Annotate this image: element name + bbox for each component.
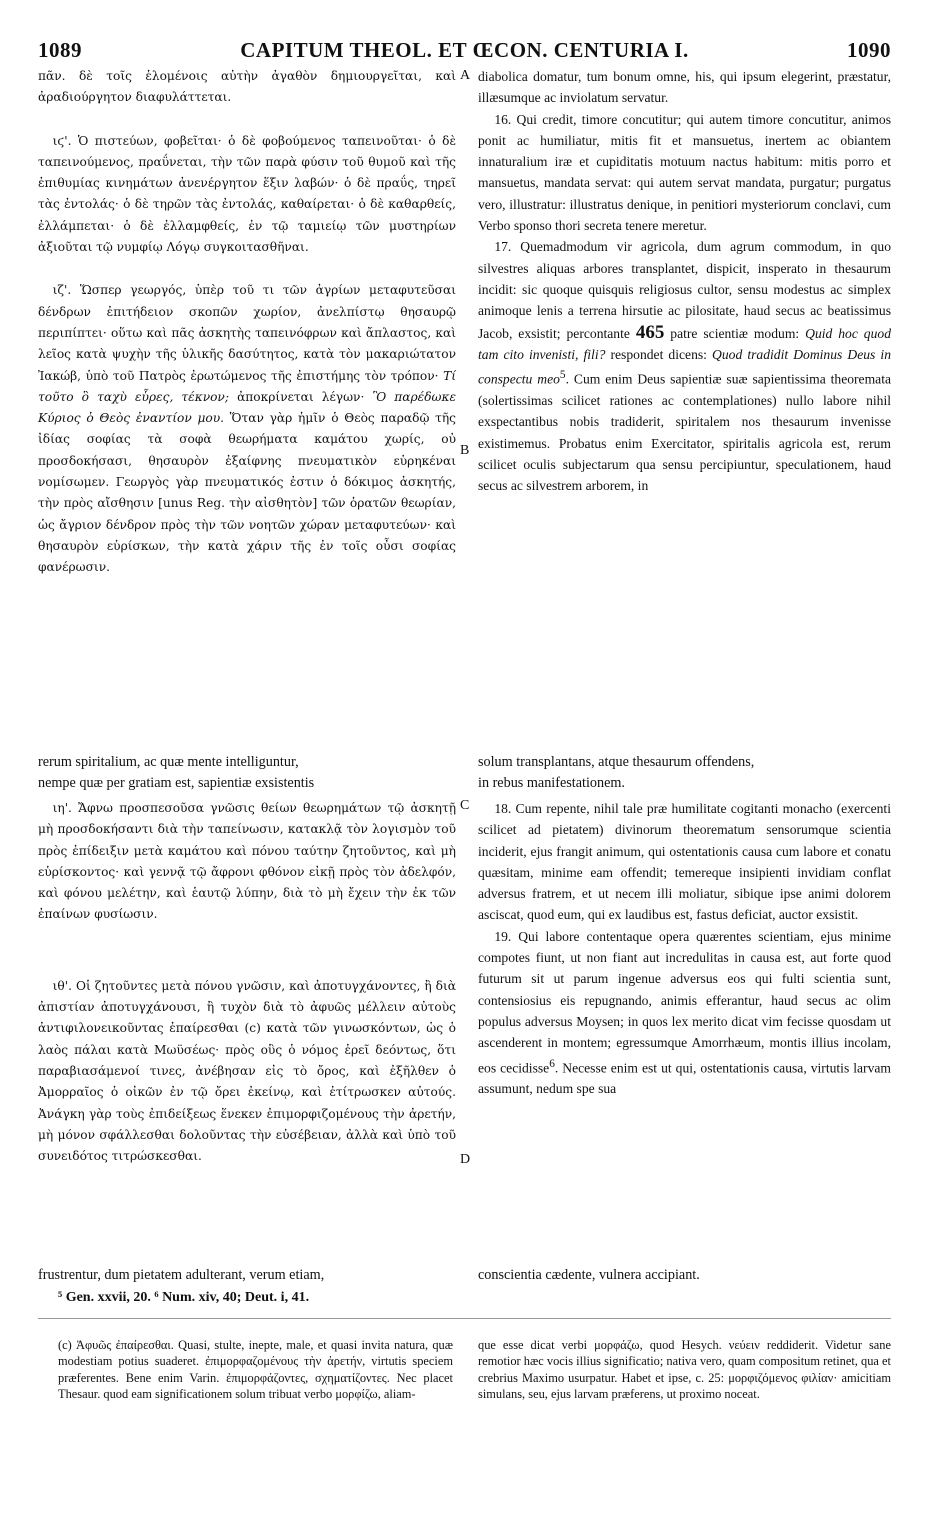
greek-17-quote-2: Ὃ παρέδωκε Κύριος ὁ Θεὸς ἐναντίον μου. [38, 389, 457, 426]
bridge-line-1-left: rerum spiritalium, ac quæ mente intelliguntur, [38, 754, 299, 770]
margin-letter-a: A [460, 68, 471, 83]
footnote-ref-5: 5 [559, 369, 566, 382]
latin-17-text-a: 17. Quemadmodum vir agricola, dum agrum commodum, in quo silvestres aliquas arbores transplantet, dispicit, insperato in thesaurum incidit: sic quoque quisquis religiosus cultor, sensu modestus ac simplex animoque lenis a terrena hirsutie ac pilositate, haud secus ac beatissimus Jacob, exsistit; percontante [478, 239, 891, 341]
greek-paragraph-19: ιθ'. Οἱ ζητοῦντες μετὰ πόνου γνῶσιν, καὶ ἀποτυγχάνοντες, ἢ διὰ ἀπιστίαν ἀποτυγχάνουσι, ἢ τυχὸν διὰ τὸ ἀφυῶς μέλλειν αὐτοὺς ἀντιφιλονεικοῦντας ἐπαίρεσθαι (c) κατὰ τῶν γινωσκόντων, ὡς ὁ λαὸς πάλαι κατὰ Μωϋσέως· πρὸς οὓς ὁ νόμος ἐρεῖ δεόντως, ὅτι παραβιασάμενοί τινες, ἀνέβησαν εἰς τὸ ὄρος, καὶ ἐξῆλθεν ὁ Ἀμορραῖος ὁ οἰκῶν ἐν τῷ ὄρει ἐκείνῳ, καὶ ἐτίτρωσκεν αὐτούς. Ἀνάγκη γὰρ τοὺς ἐπιδείξεως ἕνεκεν ἐπιμορφιζομένους τὴν ἀρετήν, μὴ μόνον σφάλλεσθαι δολοῦντας τὴν εὐσέβειαν, ἀλλὰ καὶ ὑπὸ τοῦ συνειδότος τιτρώσκεσθαι. [38, 978, 456, 1164]
greek-column-lower [38, 798, 456, 1167]
bridge-line-2-left: nempe quæ per gratiam est, sapientiæ exsistentis [38, 775, 315, 792]
greek-paragraph-17 [38, 280, 456, 578]
latin-paragraph-intro: diabolica domatur, tum bonum omne, his, qui ipsum elegerint, præstatur, illæsumque ac inviolatum servatur. [478, 69, 891, 106]
latin-17-text-d: . Cum enim Deus sapientiæ suæ sapientissima theoremata (solertissimas scilicet rationes ac contemplationes) nullo labore nihil exspectantibus nobis tradiderit, spiritalem nos thesaurum invenisse existimemus. Probatus enim Exercitator, spiritalis agricola est, rerum scilicet oculis subjectarum qua sensu percipiuntur, speculationem, haud secus ac silvestrem arborem, in [478, 371, 892, 494]
greek-17-quote-1: Τί τοῦτο ὃ ταχὺ εὗρες, τέκνον; [38, 368, 457, 404]
bridge-lines-upper [38, 752, 891, 795]
greek-column-upper [38, 66, 456, 579]
latin-paragraph-17 [478, 236, 891, 496]
footnote-c-right: que esse dicat verbi μορφάζω, quod Hesych. νεύειν reddiderit. Videtur sane remotior hæc vocis illius significatio; nativa vero, quam compositum retinet, qua et crebrius Maximo usurpatur. Habet et ipse, c. 25: μορφιζόμενος φιλίαν· amicitiam simulans, seu, ejus larvam præferens, ut proximo noceat. [478, 1338, 891, 1402]
latin-19-text-a: 19. Qui labore contentaque opera quærentes scientiam, ejus minime compotes fiunt, ut non fiant aut incredulitas in causa est, aut forte quod futurum sit ut parum ingenue adversus eos qui fulti scientia sunt, contensiosius eis repugnando, animis efferantur, haud secus ac olim populus adversus Moysen; in quos lex merito dicat vim fecisse quosdam ut ascenderent in montem; egressumque Amorrhæum, montis illius incolam, eos cecidisse [478, 928, 891, 1076]
greek-paragraph-intro: πᾶν. δὲ τοῖς ἑλομένοις αὐτὴν ἀγαθὸν δημιουργεῖται, καὶ ἀραδιούργητον διαφυλάττεται. [38, 69, 456, 105]
footnote-ref-6: 6 [549, 1057, 555, 1070]
greek-17-text-b: ἀποκρίνεται λέγων· [237, 389, 365, 404]
latin-17-text-c: respondet dicens: [610, 346, 707, 362]
latin-17-quote-1: Quid hoc quod tam cito invenisti, fili? [478, 325, 891, 362]
bridge-line-3-right: conscientia cædente, vulnera accipiant. [478, 1267, 700, 1283]
latin-paragraph-16: 16. Qui credit, timore concutitur; qui autem timore concutitur, animos ponit ac humiliatur, mitis fit et mansuetus, inertem ac obiantem innaturalium iræ et cupiditatis motuum nactus habitum: mitis porro et mansuetus, mandata servat: qui autem servat mandata, purgatur; purgatus vero, illustratur: illustratus denique, in penitiori mysteriorum conclavi, cum Verbo sponso thori secreta tenere meretur. [478, 111, 891, 234]
bridge-lines-lower [38, 1265, 891, 1286]
column-number: 465 [635, 321, 665, 343]
greek-paragraph-16: ιϛ'. Ὁ πιστεύων, φοβεῖται· ὁ δὲ φοβούμενος ταπεινοῦται· ὁ δὲ ταπεινούμενος, πραΰνεται, τὴν τῶν παρὰ φύσιν τοῦ θυμοῦ καὶ τῆς ἐπιθυμίας κινημάτων ἀνενέργητον ἕξιν λαβών· ὁ δὲ πραΰς, τηρεῖ τὰς ἐντολάς· ὁ δὲ τηρῶν τὰς ἐντολάς, καθαίρεται· ὁ δὲ καθαρθείς, ἐλλάμπεται· ὁ δὲ ἐλλαμφθείς, ἐν τῷ ταμιείῳ τῶν μυστηρίων ἀξιοῦται τῷ νυμφίῳ Λόγῳ συγκοιτασθῆναι. [38, 133, 456, 255]
greek-17-text-c: Ὅταν γὰρ ἡμῖν ὁ Θεὸς παραδῷ τῆς ἰδίας σοφίας τὰ σοφὰ θεωρήματα καμάτου χωρίς, οὐ προσδοκήσασι, θησαυρὸν ἐξαίφνης πνευματικὸν εὑρηκέναι νομίσωμεν. Γεωργὸς γὰρ πνευματικός ἐστιν ὁ δόκιμος ἀσκητής, τὴν πρὸς αἴσθησιν [unus Reg. τὴν αἰσθητὸν] τῶν ὁρατῶν θεωρίαν, ὡς ἄγριον δένδρον πρὸς τὴν τῶν νοητῶν χώραν μεταφυτεύων· καὶ θησαυρὸν εὑρίσκων, τὴν κατὰ χάριν τῆς ἐν τοῖς οὖσι σοφίας φανέρωσιν. [38, 411, 457, 575]
bridge-line-3-left: frustrentur, dum pietatem adulterant, verum etiam, [38, 1267, 325, 1283]
margin-letter-c: C [460, 798, 470, 813]
margin-letter-d: D [460, 1152, 471, 1167]
margin-letter-b: B [460, 443, 470, 458]
footnote-c-left: (c) Ἀφυῶς ἐπαίρεσθαι. Quasi, stulte, inepte, male, et quasi invita natura, quæ modestiam potius suaderet. ἐπιμορφαζομένους τὴν ἀρετήν, virtutis speciem præferentes. Bene enim Varin. ἐπιμορφάζοντες, σχηματίζοντες. Nec placet Thesaur. quod eam significationem solum tribuat verbo μορφίζω, aliam- [58, 1338, 453, 1402]
running-header [38, 38, 891, 64]
latin-column-lower [478, 798, 891, 1100]
latin-17-quote-2: Quod tradidit Dominus Deus in conspectu meo [478, 346, 891, 387]
bridge-line-2-right: in rebus manifestationem. [478, 775, 625, 792]
greek-paragraph-18: ιη'. Ἄφνω προσπεσοῦσα γνῶσις θείων θεωρημάτων τῷ ἀσκητῇ μὴ προσδοκήσαντι διὰ τὴν ταπείνωσιν, κατακλᾷ τὸν λογισμὸν τοῦ πρὸς ἐπίδειξιν μετὰ καμάτου καὶ πόνου ταύτην ζητοῦντος, καὶ μὴ εὑρίσκοντος· καὶ γεννᾷ τῷ ἄφρονι φθόνον εἰκῇ πρὸς τὸν ἀδελφόν, καὶ φόνου μελέτην, καὶ ἑαυτῷ λύπην, διὰ τὸ μὴ ἔχειν τὴν ἐκ τῶν ἐπαίνων φυσίωσιν. [38, 801, 456, 922]
right-page-number: 1090 [847, 38, 891, 62]
latin-paragraph-18: 18. Cum repente, nihil tale præ humilitate cogitanti monacho (exercenti scilicet ad pietatem) divinorum theorematum sensorumque scientia inciderit, ejus frangit animum, qui ostentationis causa cum labore et conatu quæsitam, minime eam offendit; temereque insipienti invidiam conflat adversus fratrem, et ut necem illi moliatur, sibique ipse animi dolorem asciscat, quod eum, qui ex laudibus est, fastus deficiat, auctor exsistit. [478, 801, 891, 923]
greek-17-text-a: ιζ'. Ὥσπερ γεωργός, ὑπὲρ τοῦ τι τῶν ἀγρίων μεταφυτεῦσαι δένδρων ἐπιτήδειον σκοπῶν χωρίον, ἀνελπίστῳ θησαυρῷ περιπίπτει· οὕτω καὶ πᾶς ἀσκητὴς ταπεινόφρων καὶ ἄπλαστος, καὶ λεῖος κατὰ ψυχὴν τῆς ὑλικῆς δασύτητος, κατὰ τὸν μακαριώτατον Ἰακώβ, ὑπὸ τοῦ Πατρὸς ἐρωτώμενος τῆς ἐπιστήμης τὸν τρόπον· [38, 283, 456, 383]
left-page-number: 1089 [38, 38, 82, 62]
latin-column-upper [478, 66, 891, 496]
latin-19-text-b: . Necesse enim est ut qui, ostentationis causa, virtutis larvam assumunt, nedum spe sua [478, 1060, 891, 1097]
latin-17-text-b: patre scientiæ modum: [670, 325, 800, 341]
bridge-line-1-right: solum transplantans, atque thesaurum offendens, [478, 754, 755, 770]
latin-paragraph-19 [478, 926, 891, 1100]
header-title: CAPITUM THEOL. ET ŒCON. CENTURIA I. [240, 38, 689, 62]
scripture-references: ⁵ Gen. xxvii, 20. ⁶ Num. xiv, 40; Deut. i, 41. [58, 1290, 310, 1305]
footnote-divider [38, 1318, 891, 1319]
